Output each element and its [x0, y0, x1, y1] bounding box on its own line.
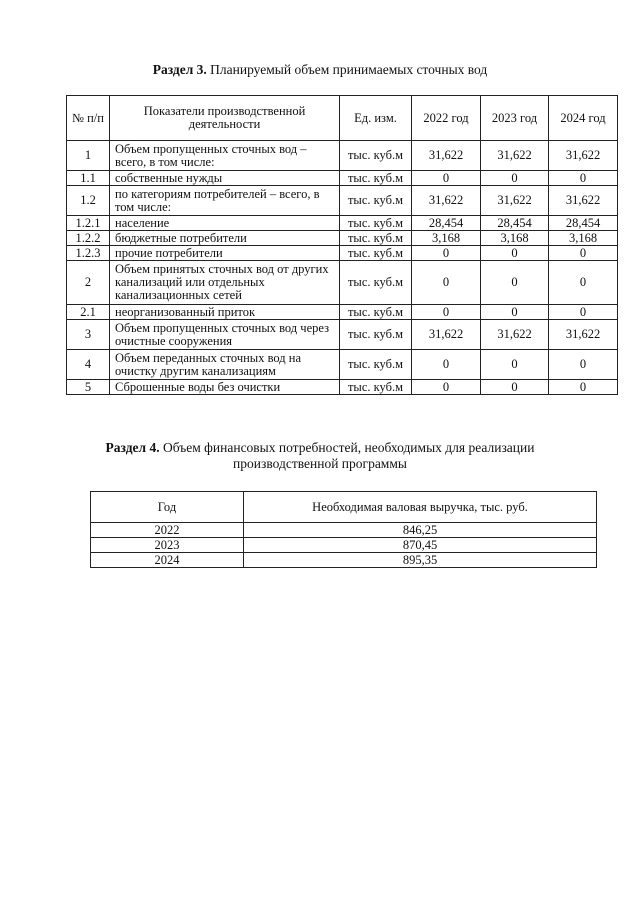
table-row	[67, 320, 618, 350]
row-revenue: 895,35	[244, 553, 597, 568]
row-unit: тыс. куб.м	[340, 380, 412, 395]
row-number: 4	[67, 350, 110, 380]
row-number: 1.2.2	[67, 231, 110, 246]
row-value-2024: 0	[549, 305, 618, 320]
table-row	[67, 380, 618, 395]
row-value-2022: 28,454	[412, 216, 481, 231]
row-value-2024: 0	[549, 171, 618, 186]
header-2023: 2023 год	[481, 96, 549, 141]
table-row	[67, 231, 618, 246]
row-unit: тыс. куб.м	[340, 186, 412, 216]
row-value-2022: 0	[412, 261, 481, 305]
header-revenue: Необходимая валовая выручка, тыс. руб.	[244, 492, 597, 523]
row-unit: тыс. куб.м	[340, 171, 412, 186]
row-value-2023: 31,622	[481, 141, 549, 171]
row-value-2023: 3,168	[481, 231, 549, 246]
row-unit: тыс. куб.м	[340, 231, 412, 246]
table-header-row	[91, 492, 597, 523]
table-row	[91, 538, 597, 553]
row-indicator: неорганизованный приток	[110, 305, 340, 320]
table-row	[67, 261, 618, 305]
row-indicator: Объем пропущенных сточных вод – всего, в том числе:	[110, 141, 340, 171]
row-unit: тыс. куб.м	[340, 320, 412, 350]
header-2022: 2022 год	[412, 96, 481, 141]
financial-needs-table	[90, 491, 597, 568]
row-value-2022: 0	[412, 305, 481, 320]
table-row	[91, 523, 597, 538]
row-indicator: Объем принятых сточных вод от других канализаций или отдельных канализационных сетей	[110, 261, 340, 305]
row-number: 1	[67, 141, 110, 171]
row-value-2022: 0	[412, 350, 481, 380]
row-revenue: 846,25	[244, 523, 597, 538]
row-value-2023: 0	[481, 171, 549, 186]
row-value-2022: 31,622	[412, 186, 481, 216]
row-unit: тыс. куб.м	[340, 246, 412, 261]
wastewater-volume-table	[66, 95, 618, 395]
section3-title	[0, 62, 640, 78]
row-value-2022: 31,622	[412, 320, 481, 350]
header-unit: Ед. изм.	[340, 96, 412, 141]
table-header-row	[67, 96, 618, 141]
row-unit: тыс. куб.м	[340, 350, 412, 380]
table-row	[67, 216, 618, 231]
row-value-2024: 31,622	[549, 320, 618, 350]
table-row	[67, 350, 618, 380]
row-indicator: по категориям потребителей – всего, в том числе:	[110, 186, 340, 216]
row-indicator: прочие потребители	[110, 246, 340, 261]
table-row	[67, 186, 618, 216]
row-value-2023: 0	[481, 350, 549, 380]
section4-title-line2: производственной программы	[233, 456, 407, 471]
row-indicator: Объем переданных сточных вод на очистку другим канализациям	[110, 350, 340, 380]
row-unit: тыс. куб.м	[340, 141, 412, 171]
row-value-2024: 28,454	[549, 216, 618, 231]
row-value-2024: 31,622	[549, 186, 618, 216]
row-year: 2024	[91, 553, 244, 568]
row-number: 2.1	[67, 305, 110, 320]
row-value-2024: 31,622	[549, 141, 618, 171]
row-value-2023: 0	[481, 261, 549, 305]
row-indicator: Сброшенные воды без очистки	[110, 380, 340, 395]
row-value-2023: 0	[481, 305, 549, 320]
row-value-2022: 0	[412, 171, 481, 186]
row-value-2023: 0	[481, 380, 549, 395]
row-value-2023: 0	[481, 246, 549, 261]
row-value-2022: 31,622	[412, 141, 481, 171]
row-value-2024: 0	[549, 350, 618, 380]
row-number: 1.2.1	[67, 216, 110, 231]
row-value-2022: 0	[412, 246, 481, 261]
row-indicator: Объем пропущенных сточных вод через очистные сооружения	[110, 320, 340, 350]
row-value-2024: 0	[549, 246, 618, 261]
row-indicator: собственные нужды	[110, 171, 340, 186]
table-row	[67, 171, 618, 186]
section4-title	[0, 440, 640, 472]
row-unit: тыс. куб.м	[340, 261, 412, 305]
row-value-2022: 0	[412, 380, 481, 395]
row-number: 2	[67, 261, 110, 305]
section3-prefix: Раздел 3.	[152, 62, 207, 77]
table-row	[67, 305, 618, 320]
row-year: 2022	[91, 523, 244, 538]
header-num: № п/п	[67, 96, 110, 141]
row-year: 2023	[91, 538, 244, 553]
row-revenue: 870,45	[244, 538, 597, 553]
row-number: 1.2.3	[67, 246, 110, 261]
row-unit: тыс. куб.м	[340, 305, 412, 320]
table-row	[67, 246, 618, 261]
row-indicator: население	[110, 216, 340, 231]
row-value-2024: 0	[549, 380, 618, 395]
row-value-2023: 28,454	[481, 216, 549, 231]
table-row	[91, 553, 597, 568]
row-number: 3	[67, 320, 110, 350]
section4-title-line1: Объем финансовых потребностей, необходимых для реализации	[159, 440, 535, 455]
row-value-2023: 31,622	[481, 320, 549, 350]
header-year: Год	[91, 492, 244, 523]
section3-title-text: Планируемый объем принимаемых сточных вод	[206, 62, 488, 77]
row-number: 1.1	[67, 171, 110, 186]
row-number: 5	[67, 380, 110, 395]
row-unit: тыс. куб.м	[340, 216, 412, 231]
header-indicator: Показатели производственной деятельности	[110, 96, 340, 141]
row-value-2024: 3,168	[549, 231, 618, 246]
table-row	[67, 141, 618, 171]
header-2024: 2024 год	[549, 96, 618, 141]
row-value-2024: 0	[549, 261, 618, 305]
row-value-2023: 31,622	[481, 186, 549, 216]
row-indicator: бюджетные потребители	[110, 231, 340, 246]
row-value-2022: 3,168	[412, 231, 481, 246]
row-number: 1.2	[67, 186, 110, 216]
section4-prefix: Раздел 4.	[105, 440, 160, 455]
